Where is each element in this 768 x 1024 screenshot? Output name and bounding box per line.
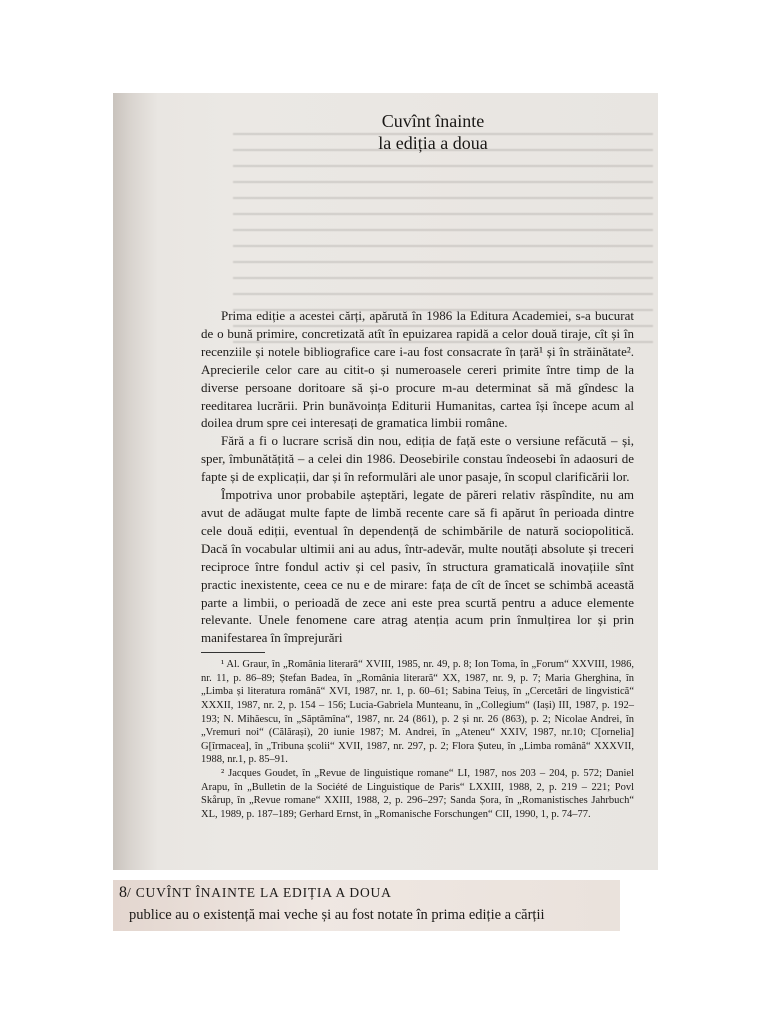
running-header-text: / CUVÎNT ÎNAINTE LA EDIȚIA A DOUA <box>127 885 392 900</box>
paragraph: Fără a fi o lucrare scrisă din nou, ediția de față este o versiune refăcută – și, sper, îmbunătățită – a celei din 1986. Deosebirile constau îndeosebi în adaosuri de fapte și de explicații, dar și în reformulări ale unor pasaje, în scopul clarificării lor. <box>201 433 634 485</box>
running-header <box>119 884 392 902</box>
footnote: ² Jacques Goudet, în „Revue de linguistique romane“ LI, 1987, nos 203 – 204, p. 572; Daniel Arapu, în „Bulletin de la Société de Linguistique de Paris“ LXXIII, 1988, 2, p. 219 – 221; Povl Skårup, în „Revue romane“ XXIII, 1988, 2, p. 296–297; Sanda Șora, în „Romanistisches Jahrbuch“ XL, 1989, p. 187–189; Gerhard Ernst, în „Romanische Forschungen“ CII, 1990, 1, p. 74–77. <box>201 767 634 820</box>
page-number: 8 <box>119 884 127 901</box>
title-line-1: Cuvînt înainte <box>381 111 485 131</box>
next-page-first-line: publice au o existență mai veche și au fost notate în prima ediție a cărții <box>129 907 545 923</box>
next-page-fragment <box>113 880 620 931</box>
scanned-page <box>113 93 658 870</box>
footnotes <box>201 658 634 821</box>
page-title <box>353 110 513 154</box>
title-line-2: la ediția a doua <box>378 133 488 153</box>
paragraph: Împotriva unor probabile așteptări, legate de păreri relativ răspîndite, nu am avut de adăugat multe fapte de limbă recente care să fi apărut în perioada dintre cele două ediții, eventual în dependență de schimbările de natură sociopolitică. Dacă în vocabular ultimii ani au adus, într-adevăr, multe noutăți absolute și treceri reciproce între fondul activ și cel pasiv, în structura gramaticală inovațiile sînt practic inexistente, ceea ce nu e de mirare: fața de cît de încet se schimbă această parte a limbii, o perioadă de zece ani este prea scurtă pentru a aduce elemente relevante. Unele fenomene care atrag atenția acum prin înmulțirea lor și prin manifestarea în împrejurări <box>201 487 634 646</box>
paragraph: Prima ediție a acestei cărți, apărută în 1986 la Editura Academiei, s-a bucurat de o bună primire, concretizată atît în epuizarea rapidă a celor două tiraje, cît și în recenziile și notele bibliografice care i-au fost consacrate în țară¹ și în străinătate². Aprecierile celor care au citit-o și numeroasele cereri primite între timp de la diverse persoane doritoare să și-o procure m-au determinat să mă gîndesc la reeditarea lucrării. Prin bunăvoința Editurii Humanitas, cartea își începe acum al doilea drum spre cei interesați de gramatica limbii române. <box>201 308 634 431</box>
footnote: ¹ Al. Graur, în „România literară“ XVIII, 1985, nr. 49, p. 8; Ion Toma, în „Forum“ XXVIII, 1986, nr. 11, p. 86–89; Ștefan Badea, în „România literară“ XX, 1987, nr. 9, p. 7; Maria Gherghina, în „Limba și literatura română“ XVI, 1987, nr. 1, p. 60–61; Sabina Teiuș, în „Cercetări de lingvistică“ XXXII, 1987, nr. 2, p. 154 – 156; Lucia-Gabriela Munteanu, în „Collegium“ (Iași) III, 1987, p. 192–193; N. Mihăescu, în „Săptămîna“, 1987, nr. 24 (861), p. 2 și nr. 26 (863), p. 2; Nicolae Andrei, în „Vremuri noi“ (Călărași), 20 iunie 1987; M. Andrei, în „Ateneu“ XXIV, 1987, nr.10; C[ornelia] G[îrmacea], în „Tribuna școlii“ XVII, 1987, nr. 297, p. 2; Flora Șuteu, în „Limba română“ XXXVII, 1988, nr.1, p. 85–91. <box>201 659 634 766</box>
body-text <box>201 307 634 821</box>
footnote-separator <box>201 652 265 653</box>
